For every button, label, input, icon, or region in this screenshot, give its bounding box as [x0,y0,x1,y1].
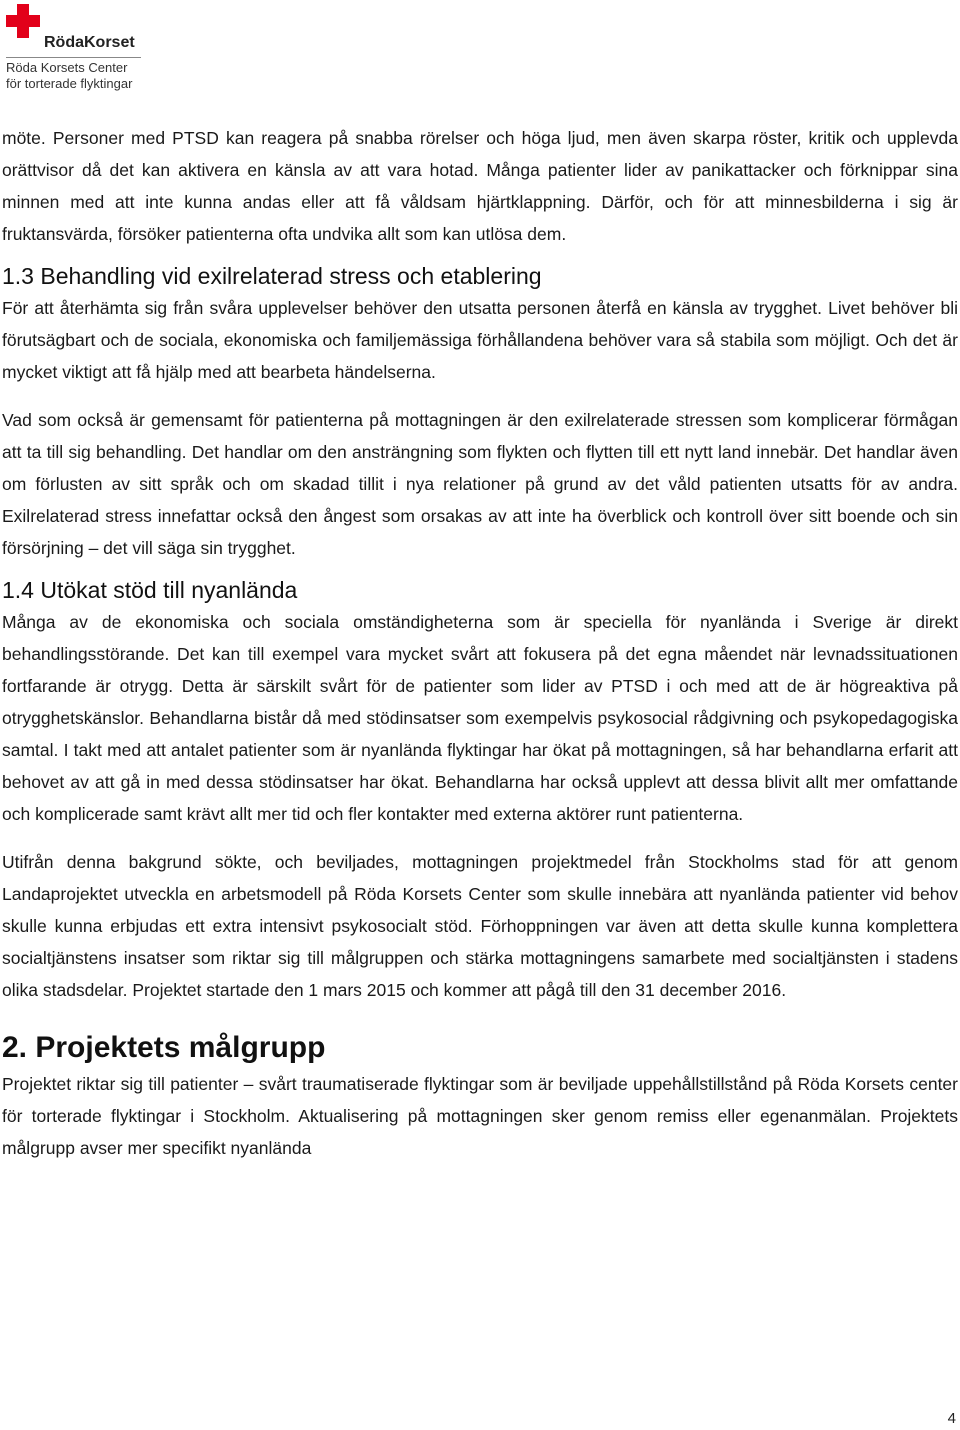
logo-subtitle-line1: Röda Korsets Center [6,60,128,75]
section-1-3-paragraph-2: Vad som också är gemensamt för patienterna på mottagningen är den exilrelaterade stressen som komplicerar förmågan att ta till sig behandling. Det handlar om den ansträngning som flykten och flytten till ett nytt land innebär. Det handlar även om förlusten av sitt språk och om skadad tillit i nya relationer på grund av det våld patienten utsatts för av andra. Exilrelaterad stress innefattar också den ångest som orsakas av att inte ha överblick och kontroll över sitt boende och sin försörjning – det vill säga sin trygghet. [2,410,958,558]
red-cross-icon [6,4,40,38]
section-1-4-paragraph-1: Många av de ekonomiska och sociala omständigheterna som är speciella för nyanlända i Sverige är direkt behandlingsstörande. Det kan till exempel vara mycket svårt att fokusera på det egna måendet när levnadssituationen fortfarande är otrygg. Detta är särskilt svårt för de patienter som lider av PTSD i och med att de är högreaktiva på otrygghetskänslor. Behandlarna bistår då med stödinsatser som exempelvis psykosocial rådgivning och psykopedagogiska samtal. I takt med att antalet patienter som är nyanlända flyktingar har ökat på mottagningen, så har behandlarna erfarit att behovet av att gå in med dessa stödinsatser har ökat. Behandlarna har också upplevt att dessa blivit allt mer omfattande och komplicerade samt krävt allt mer tid och fler kontakter med externa aktörer runt patienterna. [2,612,958,824]
section-1-3-paragraph-1: För att återhämta sig från svåra upplevelser behöver den utsatta personen återfå en känsla av trygghet. Livet behöver bli förutsägbart och de sociala, ekonomiska och familjemässiga förhållandena behöver vara så stabila som möjligt. Och det är mycket viktigt att få hjälp med att bearbeta händelserna. [2,298,958,382]
logo-brand-name: RödaKorset [44,34,135,51]
red-cross-logo [6,4,146,94]
section-1-3-heading: 1.3 Behandling vid exilrelaterad stress och etablering [2,263,542,289]
section-2-paragraph-1: Projektet riktar sig till patienter – svårt traumatiserade flyktingar som är beviljade uppehållstillstånd på Röda Korsets center för torterade flyktingar i Stockholm. Aktualisering på mottagningen sker genom remiss eller egenanmälan. Projektets målgrupp avser mer specifikt nyanlända [2,1074,958,1158]
intro-paragraph: möte. Personer med PTSD kan reagera på snabba rörelser och höga ljud, men även skarpa röster, kritik och upplevda orättvisor då det kan aktivera en känsla av att vara hotad. Många patienter lider av panikattacker och förknippar sina minnen med att inte kunna andas eller att få våldsam hjärtklappning. Därför, och för att minnesbilderna i sig är fruktansvärda, försöker patienterna ofta undvika allt som kan utlösa dem. [2,128,958,244]
page-number: 4 [947,1410,956,1427]
section-1-4-heading: 1.4 Utökat stöd till nyanlända [2,577,298,603]
document-body [2,122,958,1164]
logo-subtitle-line2: för torterade flyktingar [6,76,133,91]
logo-divider [6,57,141,58]
section-2-heading: 2. Projektets målgrupp [2,1031,326,1064]
section-1-4-paragraph-2: Utifrån denna bakgrund sökte, och beviljades, mottagningen projektmedel från Stockholms stad för att genom Landaprojektet utveckla en arbetsmodell på Röda Korsets Center som skulle innebära att nyanlända patienter vid behov skulle kunna erbjudas ett extra intensivt psykosocialt stöd. Förhoppningen var även att detta skulle kunna komplettera socialtjänstens insatser som riktar sig till målgruppen och stärka mottagningens samarbete med socialtjänsten i stadens olika stadsdelar. Projektet startade den 1 mars 2015 och kommer att pågå till den 31 december 2016. [2,852,958,1000]
